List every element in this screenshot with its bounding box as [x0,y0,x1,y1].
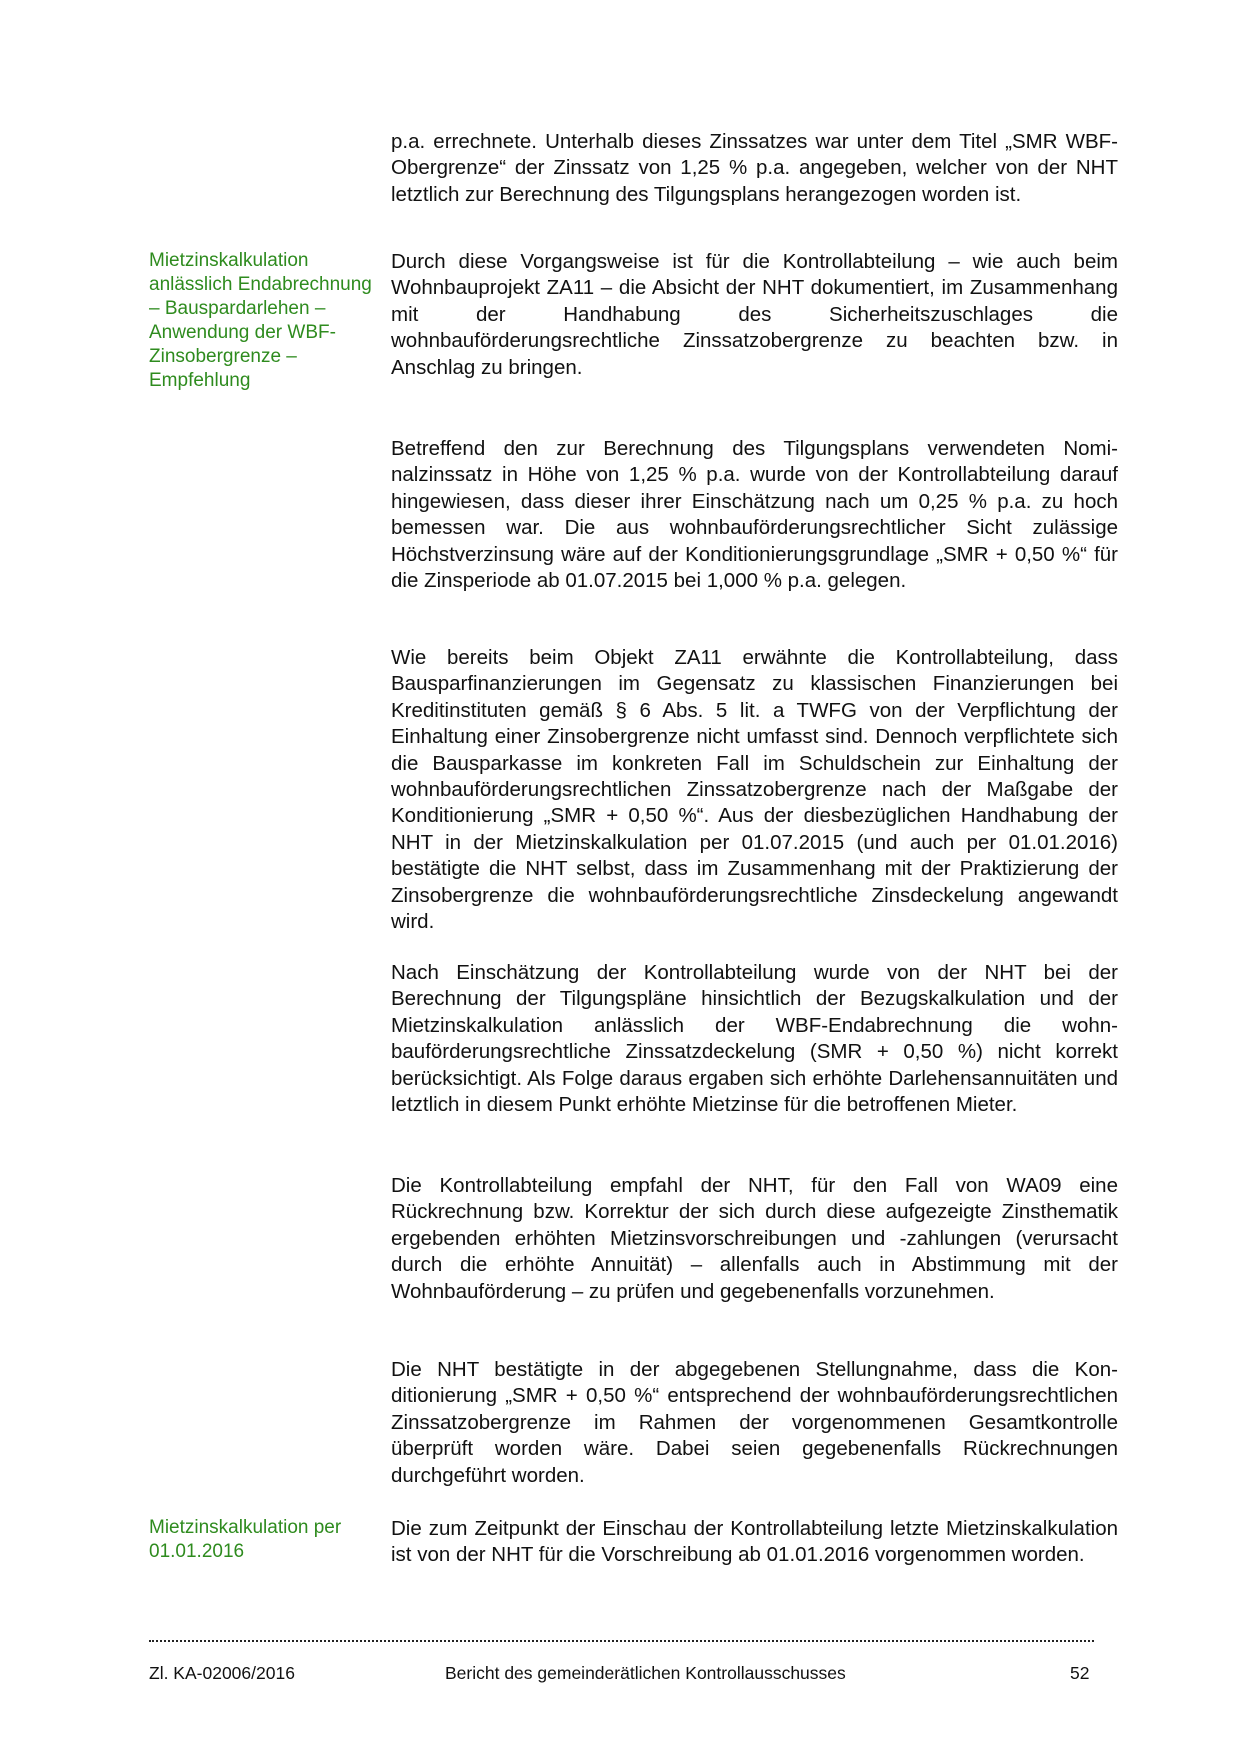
footer-reference: Zl. KA-02006/2016 [149,1663,295,1683]
paragraph-3: Betreffend den zur Berechnung des Tilgungsplans verwendeten Nominalzinssatz in Höhe von 1,25 % p.a. wurde von der Kontrollabteilung darauf hingewiesen, dass dieser ihrer Einschätzung nach um 0,25 % p.a. zu hoch bemessen war. Die aus wohnbauförderungsrechtlicher Sicht zulässige Höchstverzinsung wäre auf der Konditionierungsgrundlage „SMR + 0,50 %“ für die Zinsperiode ab 01.07.2015 bei 1,000 % p.a. gelegen. [391,437,1118,593]
margin-note-empfehlung: Mietzinskalkulation anlässlich Endabrechnung – Bauspardarlehen – Anwendung der WBF-Zinsobergrenze – Empfehlung [149,250,372,391]
footer-title: Bericht des gemeinderätlichen Kontrollausschusses [445,1663,846,1683]
paragraph-5: Nach Einschätzung der Kontrollabteilung wurde von der NHT bei der Berechnung der Tilgungspläne hinsichtlich der Bezugskalkulation und der Mietzinskalkulation anlässlich der WBF-Endabrechnung die wohnbauförderungsrechtliche Zinssatzdeckelung (SMR + 0,50 %) nicht korrekt berücksichtigt. Als Folge daraus ergaben sich erhöhte Darlehensannuitäten und letztlich in diesem Punkt erhöhte Mietzinse für die betroffenen Mieter. [391,961,1118,1117]
paragraph-8: Die zum Zeitpunkt der Einschau der Kontrollabteilung letzte Mietzinskalkulation ist von der NHT für die Vorschreibung ab 01.01.2016 vorgenommen worden. [391,1517,1118,1567]
paragraph-4: Wie bereits beim Objekt ZA11 erwähnte die Kontrollabteilung, dass Bausparfinanzierungen im Gegensatz zu klassischen Finanzierungen bei Kreditinstituten gemäß § 6 Abs. 5 lit. a TWFG von der Verpflichtung der Einhaltung einer Zinsobergrenze nicht umfasst sind. Dennoch verpflichtete sich die Bausparkasse im konkreten Fall im Schuldschein zur Einhaltung der wohnbauförderungsrechtlichen Zinssatzobergrenze nach der Maßgabe der Konditionierung „SMR + 0,50 %“. Aus der diesbezüglichen Handhabung der NHT in der Mietzinskalkulation per 01.07.2015 (und auch per 01.01.2016) bestätigte die NHT selbst, dass im Zusammenhang mit der Praktizierung der Zinsobergrenze die wohnbauförderungsrechtliche Zinsdeckelung angewandt wird. [391,646,1118,934]
paragraph-2: Durch diese Vorgangsweise ist für die Kontrollabteilung – wie auch beim Wohnbauprojekt ZA11 – die Absicht der NHT dokumentiert, im Zusammenhang mit der Handhabung des Sicherheitszuschlages die wohnbauförderungsrechtliche Zinssatzobergrenze zu beachten bzw. in Anschlag zu bringen. [391,250,1118,379]
footer-divider [149,1640,1094,1642]
paragraph-1: p.a. errechnete. Unterhalb dieses Zinssatzes war unter dem Titel „SMR WBF-Obergrenze“ der Zinssatz von 1,25 % p.a. angegeben, welcher von der NHT letztlich zur Berechnung des Tilgungsplans herangezogen worden ist. [391,130,1118,206]
paragraph-7: Die NHT bestätigte in der abgegebenen Stellungnahme, dass die Konditionierung „SMR + 0,50 %“ entsprechend der wohnbauförderungsrechtlichen Zinssatzobergrenze im Rahmen der vorgenommenen Gesamtkontrolle überprüft worden wäre. Dabei seien gegebenenfalls Rückrechnungen durchgeführt worden. [391,1358,1118,1487]
paragraph-6: Die Kontrollabteilung empfahl der NHT, für den Fall von WA09 eine Rückrechnung bzw. Korrektur der sich durch diese aufgezeigte Zinsthematik ergebenden erhöhten Mietzinsvorschreibungen und -zahlungen (verursacht durch die erhöhte Annuität) – allenfalls auch in Abstimmung mit der Wohnbauförderung – zu prüfen und gegebenenfalls vorzunehmen. [391,1174,1118,1303]
margin-note-mietzinskalkulation: Mietzinskalkulation per 01.01.2016 [149,1517,342,1562]
page-number: 52 [1070,1663,1090,1683]
